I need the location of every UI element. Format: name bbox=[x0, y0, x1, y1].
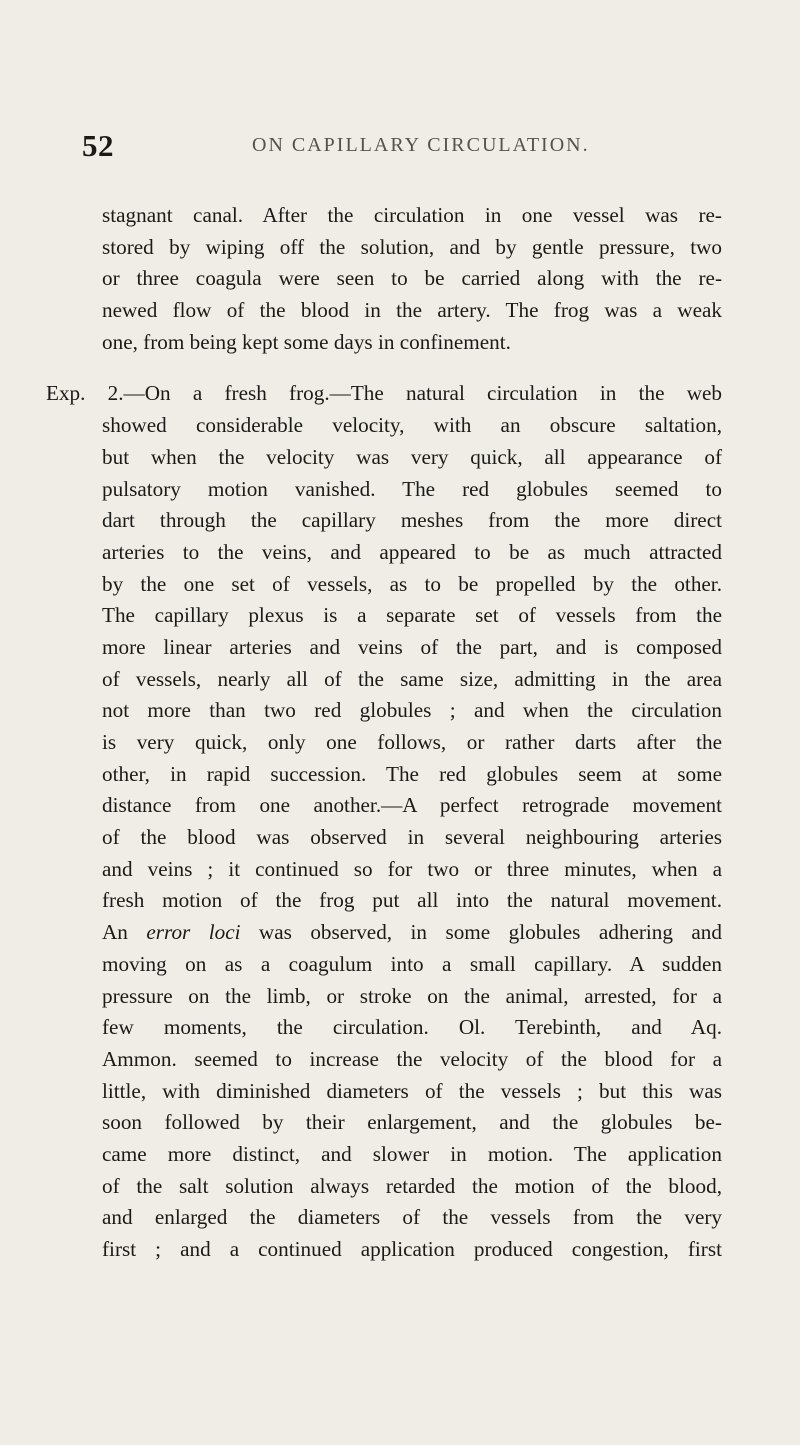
text-line: stagnant canal. After the circulation in one vessel was re- bbox=[102, 203, 722, 227]
text-line: one, from being kept some days in confinement. bbox=[102, 329, 511, 354]
text-line: not more than two red globules ; and when the circulation bbox=[102, 698, 722, 723]
text-line: but when the velocity was very quick, all appearance of bbox=[102, 444, 722, 469]
text-line: soon followed by their enlargement, and the globules be- bbox=[102, 1110, 722, 1135]
running-head bbox=[82, 128, 722, 168]
text-line: few moments, the circulation. Ol. Terebinth, and Aq. bbox=[102, 1015, 722, 1040]
text-line: and veins ; it continued so for two or three minutes, when a bbox=[102, 856, 722, 881]
text-line: little, with diminished diameters of the vessels ; but this was bbox=[102, 1078, 722, 1103]
text-line: first ; and a continued application produced congestion, first bbox=[102, 1237, 722, 1261]
paragraph-continuation bbox=[102, 200, 722, 358]
text-line: arteries to the veins, and appeared to be as much attracted bbox=[102, 539, 722, 564]
text-line-error-loci bbox=[102, 917, 722, 949]
text-line: pressure on the limb, or stroke on the animal, arrested, for a bbox=[102, 983, 722, 1008]
text-line: by the one set of vessels, as to be propelled by the other. bbox=[102, 571, 722, 596]
text-line: came more distinct, and slower in motion. The application bbox=[102, 1141, 722, 1166]
text-line: more linear arteries and veins of the part, and is composed bbox=[102, 634, 722, 659]
text-line: The capillary plexus is a separate set of vessels from the bbox=[102, 603, 722, 628]
paragraph-experiment-2 bbox=[46, 378, 722, 1265]
text-line: of the salt solution always retarded the motion of the blood, bbox=[102, 1173, 722, 1198]
text-line: stored by wiping off the solution, and by gentle pressure, two bbox=[102, 234, 722, 259]
text-run: An bbox=[102, 920, 147, 945]
text-line: is very quick, only one follows, or rather darts after the bbox=[102, 730, 722, 754]
body-text bbox=[46, 200, 722, 1266]
text-line: dart through the capillary meshes from the more direct bbox=[102, 508, 722, 533]
paragraph-gap bbox=[102, 358, 722, 378]
text-line: other, in rapid succession. The red globules seem at some bbox=[102, 761, 722, 786]
text-line: pulsatory motion vanished. The red globules seemed to bbox=[102, 476, 722, 501]
text-line: newed flow of the blood in the artery. The frog was a weak bbox=[102, 298, 722, 323]
italic-term: error loci bbox=[146, 920, 241, 945]
text-line: moving on as a coagulum into a small capillary. A sudden bbox=[102, 951, 722, 976]
text-line: showed considerable velocity, with an obscure saltation, bbox=[102, 413, 722, 438]
running-title: ON CAPILLARY CIRCULATION. bbox=[252, 134, 590, 156]
text-run: was observed, in some globules adhering and bbox=[240, 920, 722, 945]
text-line: Exp. 2.—On a fresh frog.—The natural circulation in the web bbox=[46, 381, 722, 406]
text-line: fresh motion of the frog put all into the natural movement. bbox=[102, 888, 722, 913]
text-line: of the blood was observed in several neighbouring arteries bbox=[102, 825, 722, 850]
text-line: and enlarged the diameters of the vessels from the very bbox=[102, 1205, 722, 1230]
text-line: of vessels, nearly all of the same size, admitting in the area bbox=[102, 666, 722, 691]
text-line: or three coagula were seen to be carried along with the re- bbox=[102, 266, 722, 291]
text-line: distance from one another.—A perfect retrograde movement bbox=[102, 793, 722, 818]
text-line: Ammon. seemed to increase the velocity of the blood for a bbox=[102, 1046, 722, 1071]
page-number: 52 bbox=[82, 128, 114, 163]
